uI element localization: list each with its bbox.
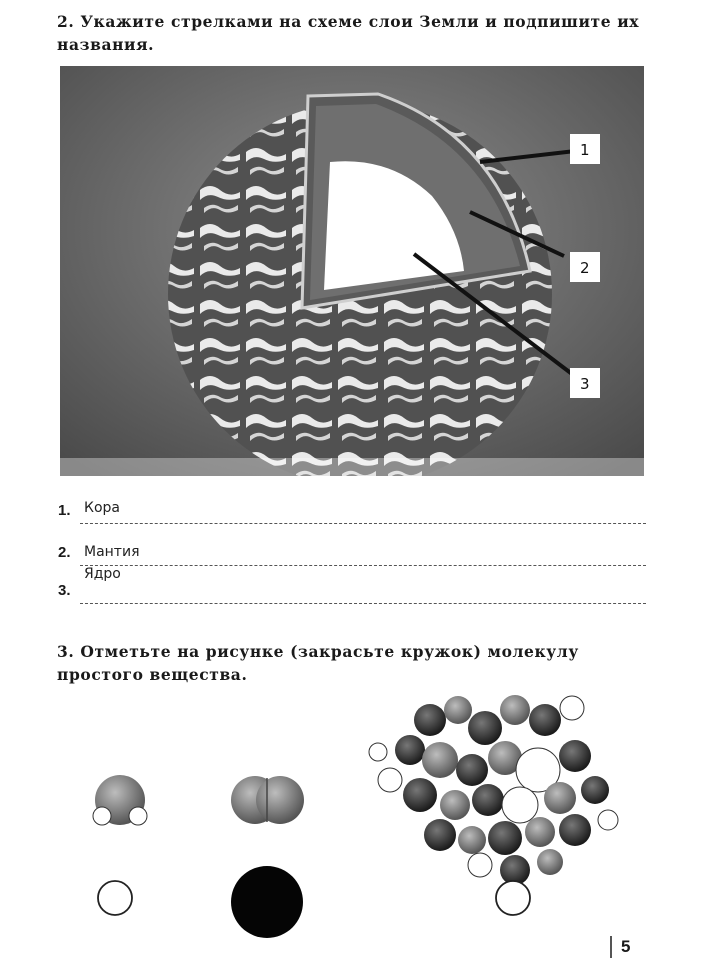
choice-circle-water[interactable] bbox=[98, 881, 132, 915]
large-organic-molecule-icon bbox=[369, 695, 618, 885]
answer-row-3 bbox=[58, 566, 646, 604]
task-2-title: 2. Укажите стрелками на схеме слои Земли и подпишите их названия. bbox=[57, 12, 640, 54]
answer-row-1 bbox=[58, 500, 646, 524]
callout-label-1: 1 bbox=[580, 141, 590, 159]
answer-line-3 bbox=[80, 603, 646, 604]
molecules-figure bbox=[60, 680, 660, 940]
answer-text-1: Кора bbox=[84, 500, 120, 516]
callout-label-3: 3 bbox=[580, 375, 590, 393]
answer-text-2: Мантия bbox=[84, 544, 140, 560]
answer-row-2 bbox=[58, 542, 646, 566]
oxygen-molecule-icon bbox=[231, 776, 304, 824]
page-number: 5 bbox=[621, 937, 631, 956]
answer-line-1 bbox=[80, 523, 646, 524]
task-3-title: 3. Отметьте на рисунке (закрасьте кружок) молекулу простого вещества. bbox=[57, 642, 579, 684]
scan-smudge bbox=[60, 458, 644, 476]
answer-text-3: Ядро bbox=[84, 566, 121, 582]
water-molecule-icon bbox=[93, 775, 147, 825]
answer-number-3: 3. bbox=[58, 582, 71, 599]
answer-number-1: 1. bbox=[58, 502, 71, 519]
choice-circle-oxygen-filled[interactable] bbox=[231, 866, 303, 938]
earth-layers-diagram bbox=[60, 66, 644, 476]
page-margin-bar bbox=[610, 936, 612, 958]
choice-circle-organic[interactable] bbox=[496, 881, 530, 915]
answer-number-2: 2. bbox=[58, 544, 71, 561]
callout-label-2: 2 bbox=[580, 259, 590, 277]
